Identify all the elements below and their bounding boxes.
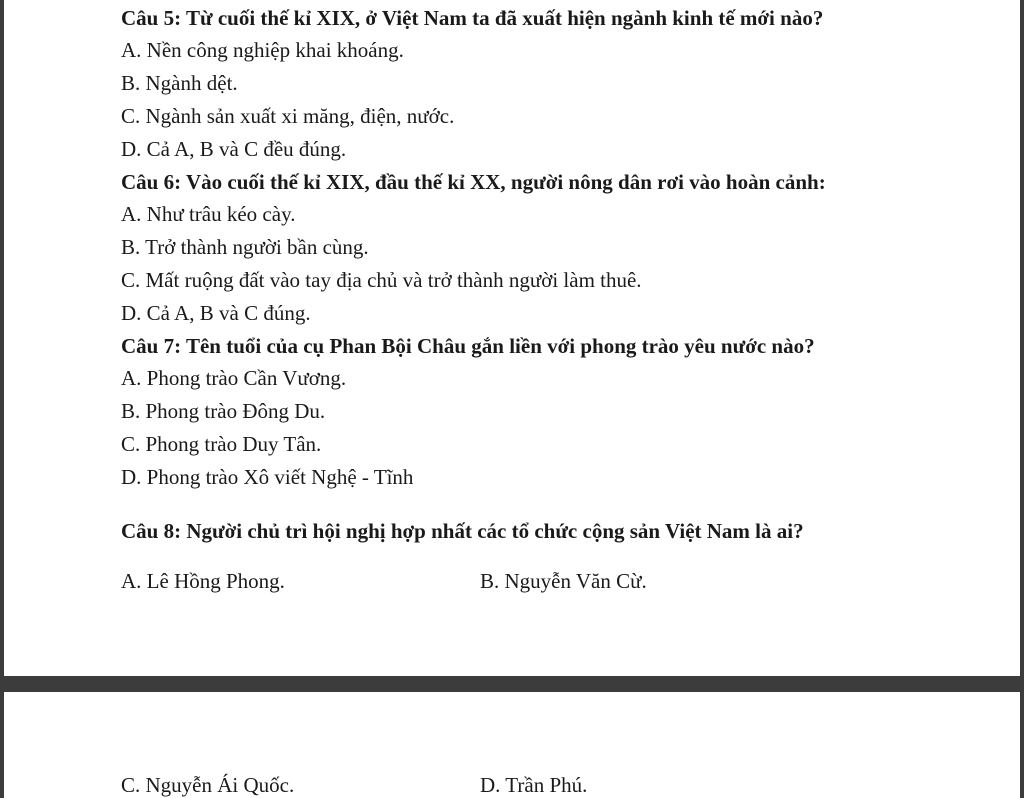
question-7-option-a: A. Phong trào Cần Vương. [121, 366, 347, 390]
question-7-option-d: D. Phong trào Xô viết Nghệ - Tĩnh [121, 465, 414, 489]
question-7-title: Câu 7: Tên tuổi của cụ Phan Bội Châu gắn liền với phong trào yêu nước nào? [121, 334, 815, 358]
document-page [4, 0, 1020, 676]
question-7-option-b: B. Phong trào Đông Du. [121, 399, 326, 423]
question-7-option-c: C. Phong trào Duy Tân. [121, 432, 322, 456]
question-8-option-c: C. Nguyễn Ái Quốc. [121, 773, 295, 797]
question-8-option-d: D. Trần Phú. [480, 773, 588, 797]
question-6-option-b: B. Trở thành người bần cùng. [121, 235, 369, 259]
question-6-title: Câu 6: Vào cuối thế kỉ XIX, đầu thế kỉ XX, người nông dân rơi vào hoàn cảnh: [121, 170, 826, 194]
question-5-option-b: B. Ngành dệt. [121, 71, 238, 95]
question-8-title: Câu 8: Người chủ trì hội nghị hợp nhất các tổ chức cộng sản Việt Nam là ai? [121, 519, 804, 543]
question-6-option-a: A. Như trâu kéo cày. [121, 202, 296, 226]
question-6-option-d: D. Cả A, B và C đúng. [121, 301, 311, 325]
question-5-option-c: C. Ngành sản xuất xi măng, điện, nước. [121, 104, 455, 128]
document-page [4, 692, 1020, 798]
question-5-option-d: D. Cả A, B và C đều đúng. [121, 137, 347, 161]
question-8-option-b: B. Nguyễn Văn Cừ. [480, 569, 647, 593]
question-5-title: Câu 5: Từ cuối thế kỉ XIX, ở Việt Nam ta đã xuất hiện ngành kinh tế mới nào? [121, 6, 824, 30]
question-8-option-a: A. Lê Hồng Phong. [121, 569, 285, 593]
question-6-option-c: C. Mất ruộng đất vào tay địa chủ và trở thành người làm thuê. [121, 268, 642, 292]
question-5-option-a: A. Nền công nghiệp khai khoáng. [121, 38, 404, 62]
